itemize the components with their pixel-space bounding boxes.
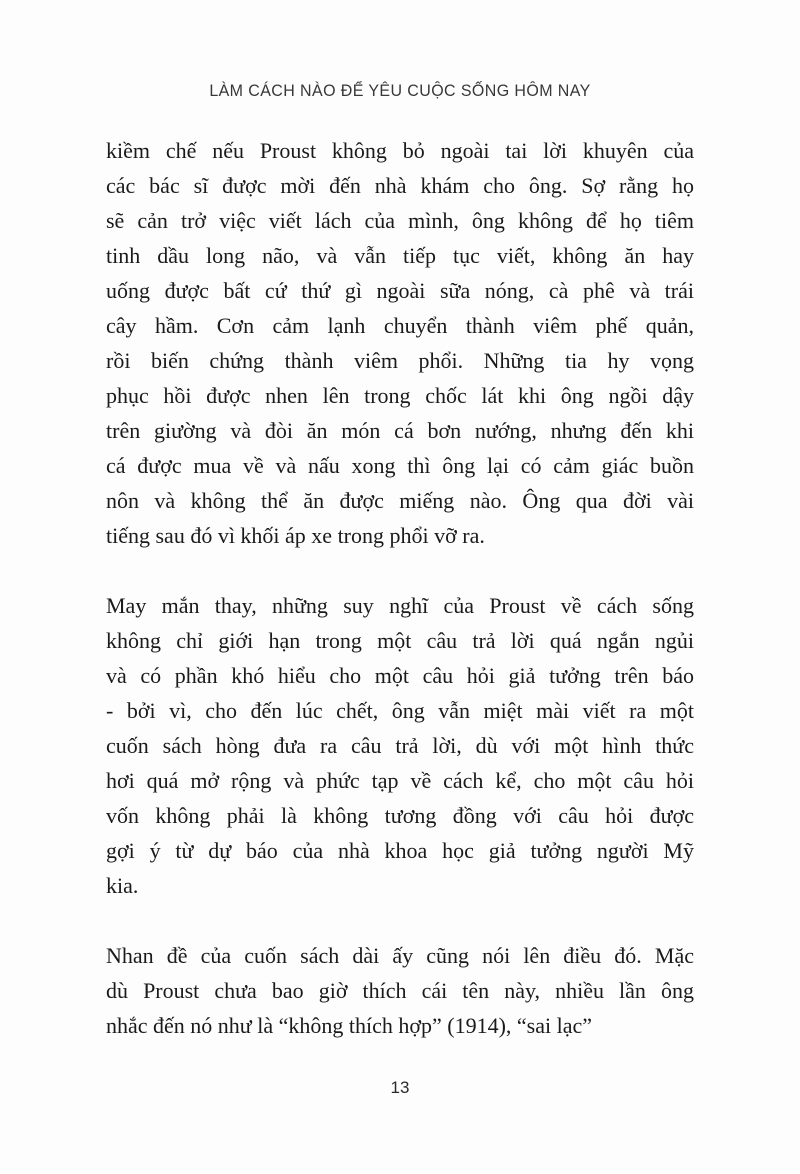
text-line: tinh dầu long não, và vẫn tiếp tục viết, không ăn hay xyxy=(106,243,694,268)
text-line: hơi quá mở rộng và phức tạp về cách kể, cho một câu hỏi xyxy=(106,768,694,793)
paragraph xyxy=(106,938,694,1043)
text-line: rồi biến chứng thành viêm phổi. Những tia hy vọng xyxy=(106,348,694,373)
page-body xyxy=(106,133,694,1043)
text-line: nhắc đến nó như là “không thích hợp” (1914), “sai lạc” xyxy=(106,1013,593,1038)
text-line: uống được bất cứ thứ gì ngoài sữa nóng, cà phê và trái xyxy=(106,278,694,303)
text-line: - bởi vì, cho đến lúc chết, ông vẫn miệt mài viết ra một xyxy=(106,698,694,723)
page-number: 13 xyxy=(390,1078,410,1097)
text-line: kia. xyxy=(106,873,139,898)
text-line: sẽ cản trở việc viết lách của mình, ông không để họ tiêm xyxy=(106,208,694,233)
text-line: cá được mua về và nấu xong thì ông lại có cảm giác buồn xyxy=(106,453,694,478)
text-line: kiềm chế nếu Proust không bỏ ngoài tai lời khuyên của xyxy=(106,138,694,163)
paragraph xyxy=(106,133,694,553)
text-line: cuốn sách hòng đưa ra câu trả lời, dù với một hình thức xyxy=(106,733,694,758)
text-line: cây hầm. Cơn cảm lạnh chuyển thành viêm phế quản, xyxy=(106,313,694,338)
text-line: các bác sĩ được mời đến nhà khám cho ông. Sợ rằng họ xyxy=(106,173,694,198)
text-line: Nhan đề của cuốn sách dài ấy cũng nói lên điều đó. Mặc xyxy=(106,943,694,968)
text-line: không chỉ giới hạn trong một câu trả lời quá ngắn ngủi xyxy=(106,628,694,653)
text-line: phục hồi được nhen lên trong chốc lát khi ông ngồi dậy xyxy=(106,383,694,408)
text-line: gợi ý từ dự báo của nhà khoa học giả tưởng người Mỹ xyxy=(106,838,694,863)
text-line: tiếng sau đó vì khối áp xe trong phổi vỡ ra. xyxy=(106,523,485,548)
paragraph xyxy=(106,588,694,903)
text-line: dù Proust chưa bao giờ thích cái tên này, nhiều lần ông xyxy=(106,978,694,1003)
text-line: và có phần khó hiểu cho một câu hỏi giả tưởng trên báo xyxy=(106,663,694,688)
text-line: May mắn thay, những suy nghĩ của Proust về cách sống xyxy=(106,593,694,618)
running-header: LÀM CÁCH NÀO ĐỂ YÊU CUỘC SỐNG HÔM NAY xyxy=(209,82,591,101)
text-line: nôn và không thể ăn được miếng nào. Ông qua đời vài xyxy=(106,488,694,513)
text-line: trên giường và đòi ăn món cá bơn nướng, nhưng đến khi xyxy=(106,418,694,443)
text-line: vốn không phải là không tương đồng với câu hỏi được xyxy=(106,803,694,828)
